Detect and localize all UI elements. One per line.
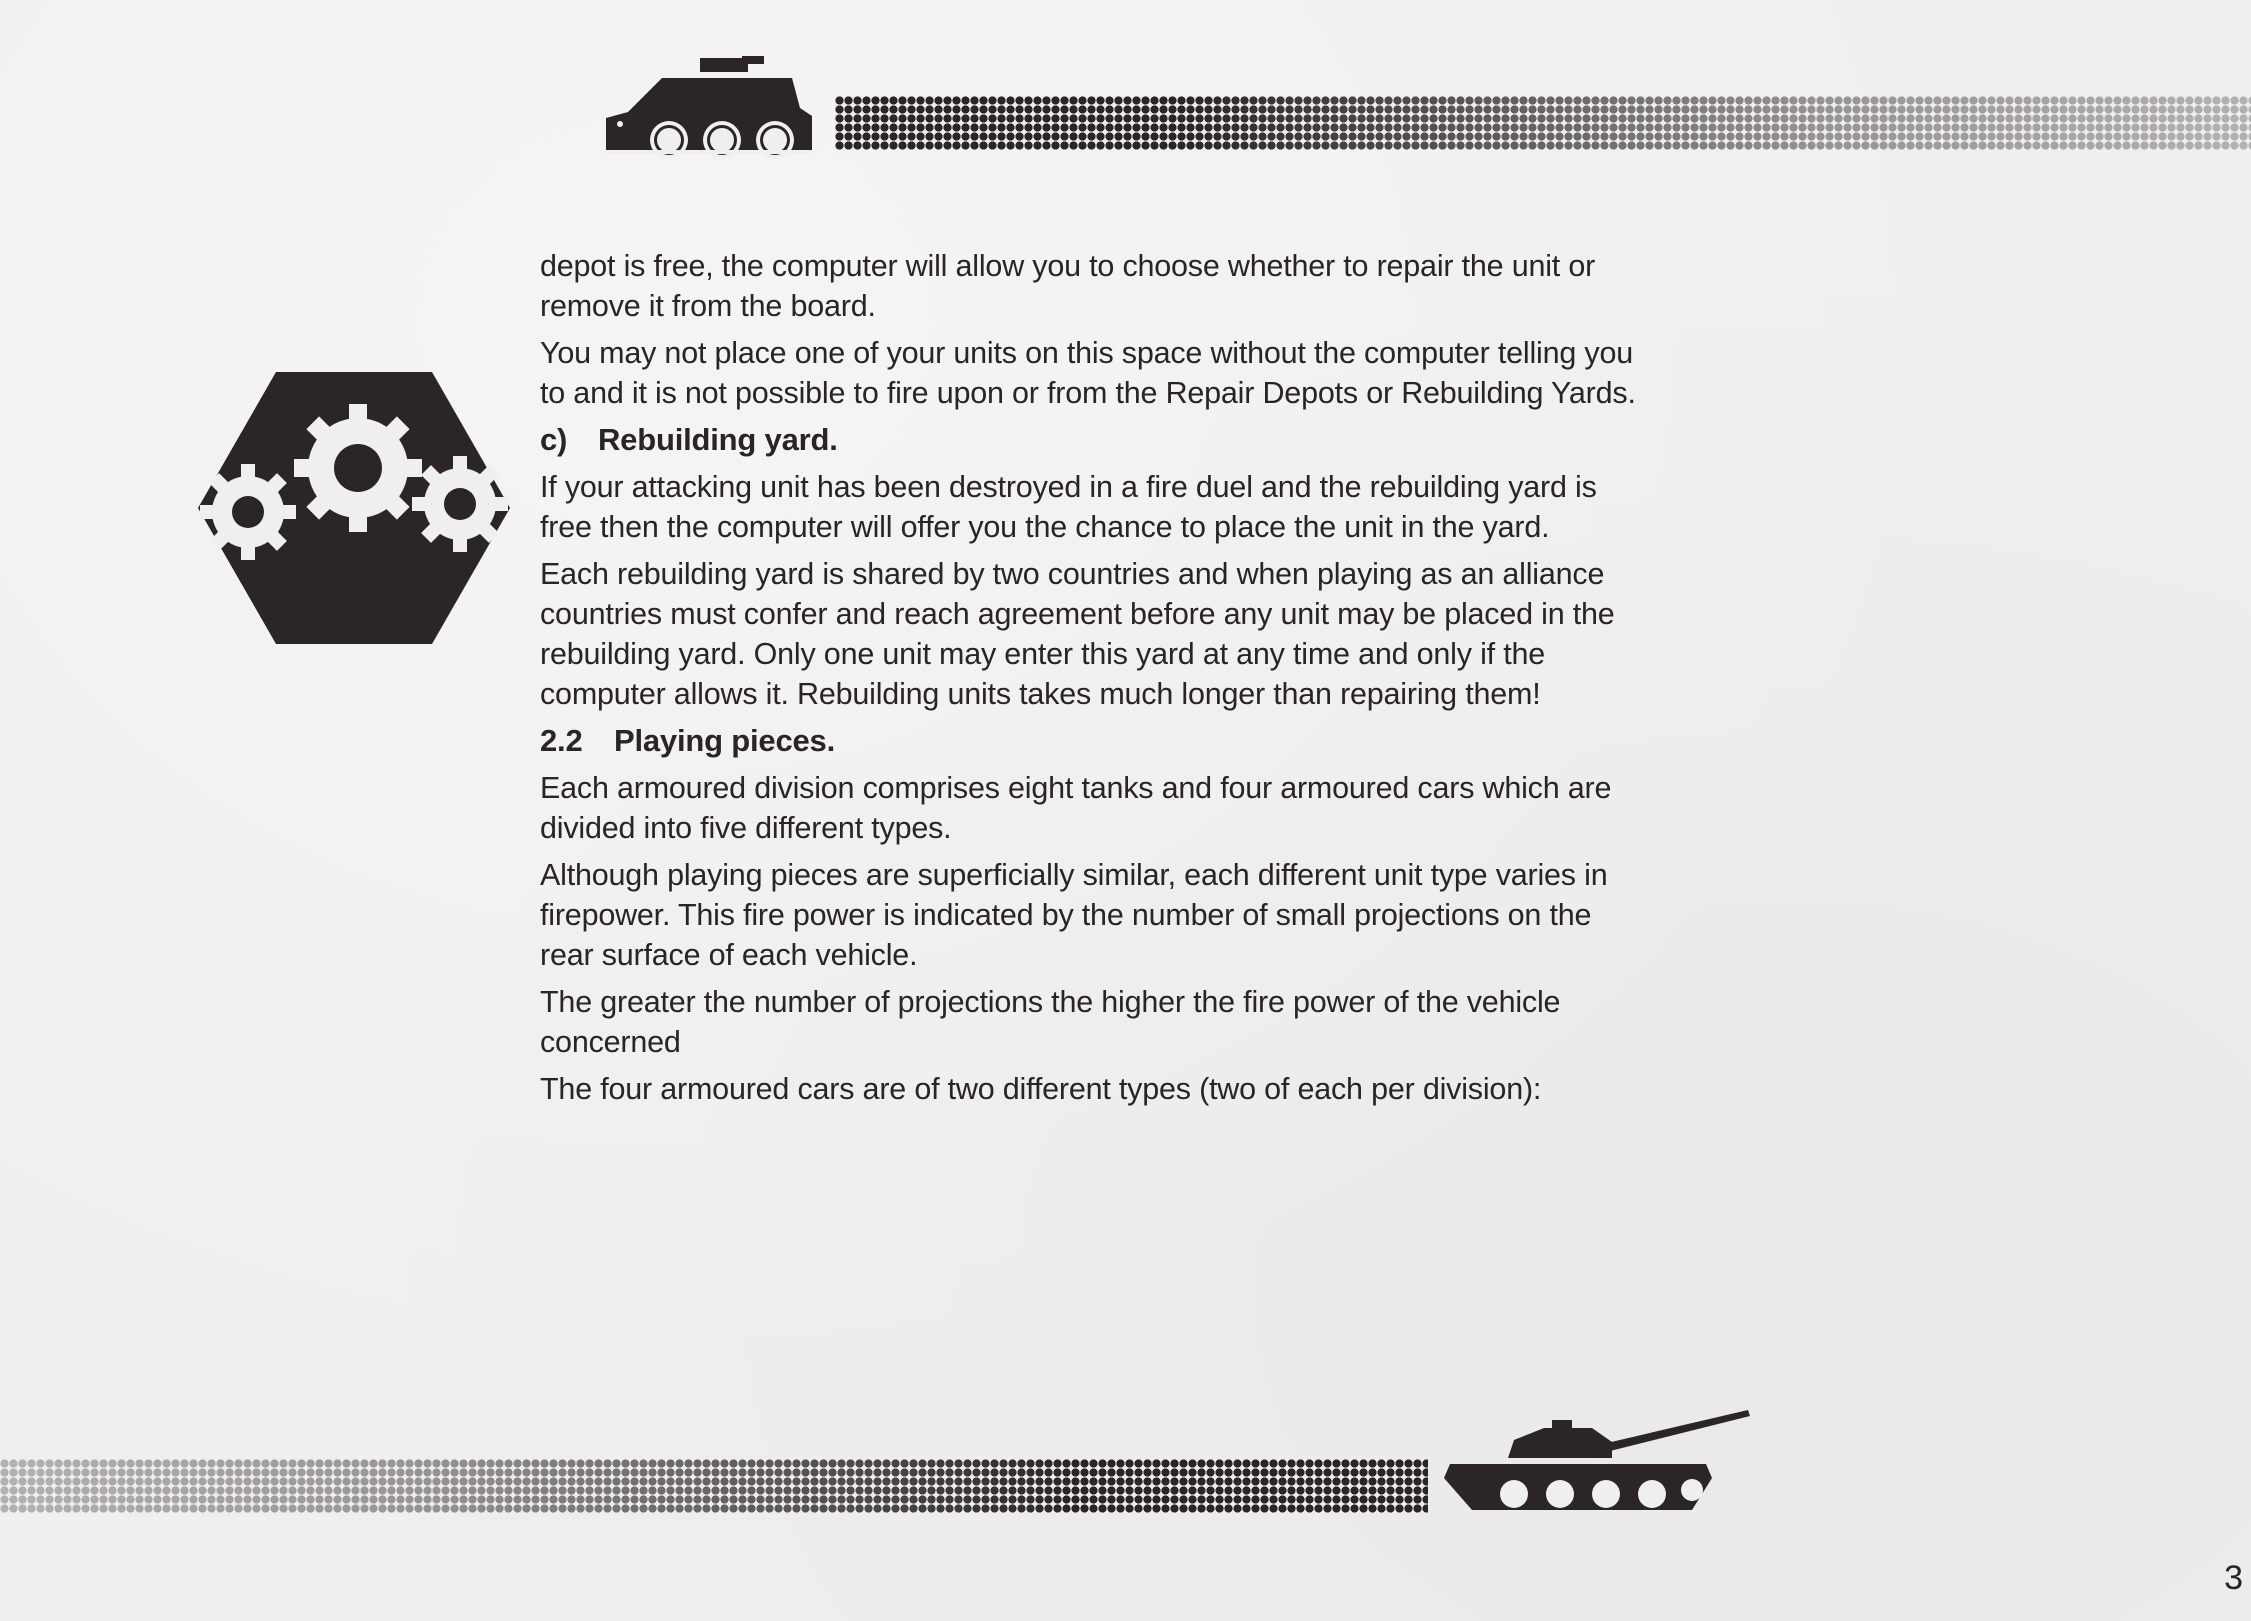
paragraph: Each rebuilding yard is shared by two countries and when playing as an alliance countries must confer and reach agreement before any unit may be placed in the rebuilding yard. Only one unit may enter this yard at any time and only if the computer allows it. Rebuilding units takes much longer than repairing them! — [540, 557, 1615, 711]
gears-hexagon-icon — [198, 372, 510, 644]
section-heading-rebuilding-yard — [540, 420, 1650, 460]
paragraph: You may not place one of your units on this space without the computer telling you to and it is not possible to fire upon or from the Repair Depots or Rebuilding Yards. — [540, 336, 1636, 410]
section-title: Rebuilding yard. — [598, 422, 838, 457]
top-dotted-rule — [835, 96, 2251, 150]
bottom-dotted-rule — [0, 1459, 1428, 1513]
paragraph: The four armoured cars are of two different types (two of each per division): — [540, 1072, 1542, 1106]
manual-text — [540, 246, 1650, 1116]
paragraph: depot is free, the computer will allow you to choose whether to repair the unit or remove it from the board. — [540, 249, 1596, 323]
section-label: c) — [540, 422, 568, 457]
paragraph: The greater the number of projections the higher the fire power of the vehicle concerned — [540, 985, 1561, 1059]
tank-icon — [1444, 1406, 1750, 1516]
paragraph: Each armoured division comprises eight tanks and four armoured cars which are divided into five different types. — [540, 771, 1612, 845]
page-number: 3 — [2224, 1559, 2243, 1597]
armoured-car-icon — [602, 48, 814, 166]
paragraph: If your attacking unit has been destroyed in a fire duel and the rebuilding yard is free then the computer will offer you the chance to place the unit in the yard. — [540, 470, 1597, 544]
section-title: Playing pieces. — [614, 723, 835, 758]
section-number: 2.2 — [540, 723, 583, 758]
paragraph: Although playing pieces are superficially similar, each different unit type varies in firepower. This fire power is indicated by the number of small projections on the rear surface of each vehicle. — [540, 858, 1608, 972]
section-heading-playing-pieces — [540, 721, 1650, 761]
